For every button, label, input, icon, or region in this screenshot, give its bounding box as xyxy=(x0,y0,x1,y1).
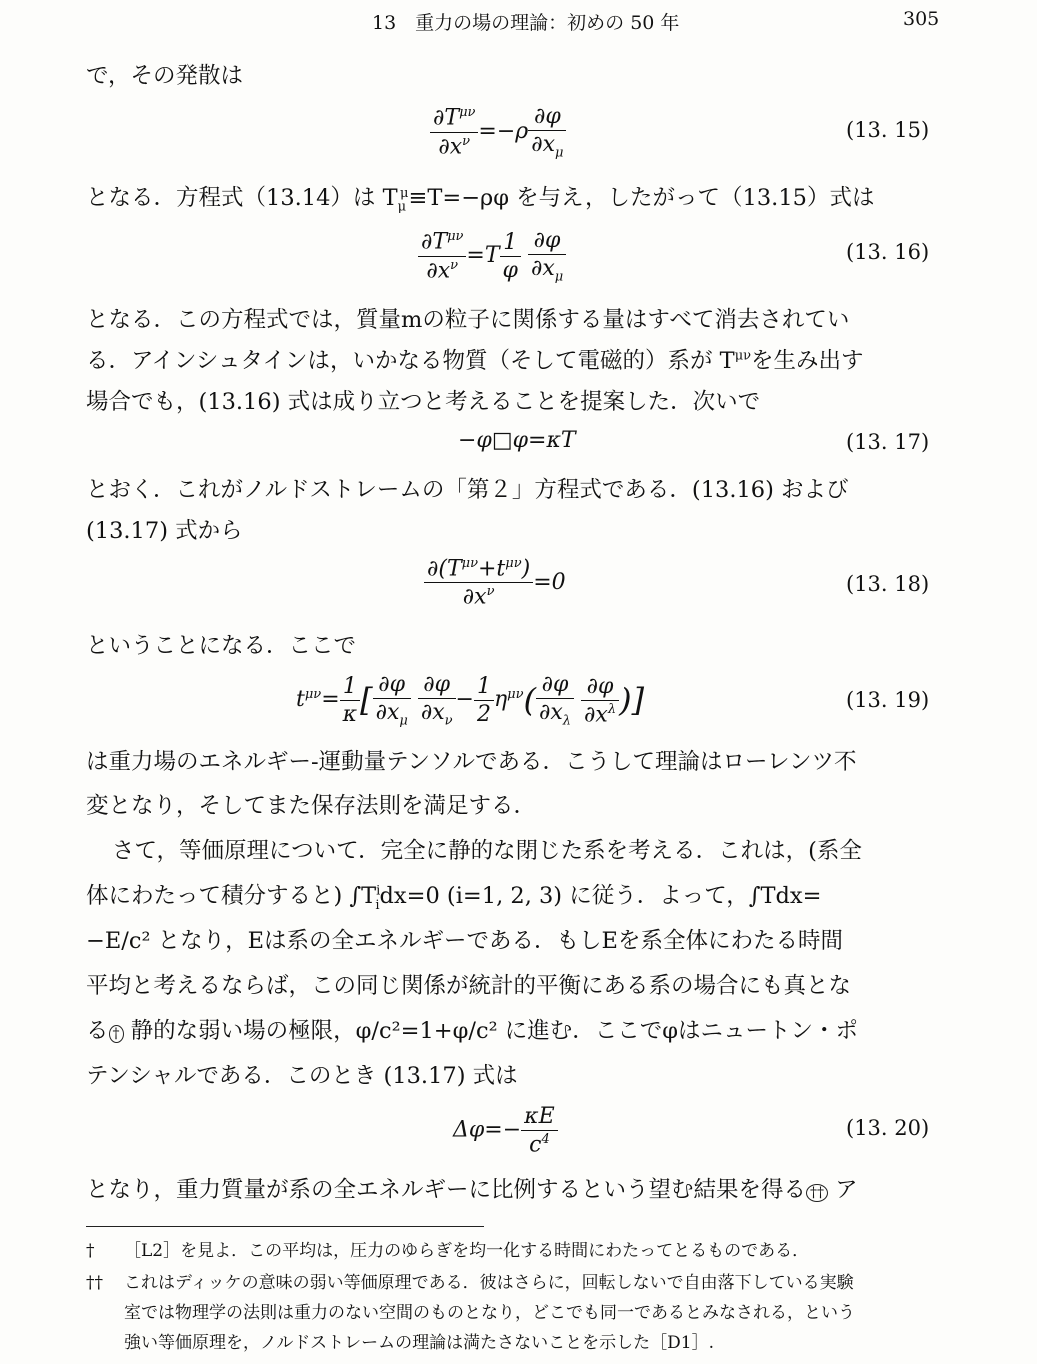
text-line: テンシャルである．このとき (13.17) 式は xyxy=(86,1063,518,1089)
equation-13-16: $\frac{\partial T^{\mu\nu}}{\partial x^\nu}$ =T $\frac{1}{\varphi}$ $\frac{\partial\varphi}{\partial x_\mu}$ xyxy=(418,228,566,284)
equation-number: (13. 17) xyxy=(846,430,930,454)
text-line: 平均と考えるならば，この同じ関係が統計的平衡にある系の場合にも真とな xyxy=(86,973,852,999)
text-line: 変となり，そしてまた保存法則を満足する． xyxy=(86,793,537,819)
footnote-rule xyxy=(86,1226,484,1227)
text-line: で，その発散は xyxy=(86,63,244,89)
chapter-title: 13 重力の場の理論：初めの 50 年 xyxy=(372,12,680,34)
equation-number: (13. 18) xyxy=(846,572,930,596)
text-line: となる．方程式（13.14）は $T_\mu^\mu\equiv T=-\rho\varphi$ を与え，したがって（13.15）式は xyxy=(86,185,875,215)
equation-13-17: −φ□φ=κT xyxy=(458,428,576,453)
text-line: となり，重力質量が系の全エネルギーに比例するという望む結果を得る †† ア xyxy=(86,1177,858,1203)
equation-13-15: $\frac{\partial T^{\mu\nu}}{\partial x^\nu}$ =−ρ $\frac{\partial\varphi}{\partial x_\mu}$ xyxy=(430,104,566,160)
equation-13-18: $\frac{\partial(T^{\mu\nu}+t^{\mu\nu})}{\partial x^\nu}$ =0 xyxy=(424,556,566,610)
equation-number: (13. 16) xyxy=(846,240,930,264)
text-line: 体にわたって積分すると) $\int T^i_idx=0$ (i=1, 2, 3) に従う．よって，∫Tdx= xyxy=(86,883,822,913)
equation-13-19: $t^{\mu\nu}=$ $\frac{1}{\kappa}$ [ $\frac{\partial\varphi}{\partial x_\mu}$ $\frac{\partial\varphi}{\partial x_\nu}$ − $\frac{1}{2}$ $\eta^{\mu\nu}$( $\frac{\partial\varphi}{\partial x_\lambda}$ $\frac{\partial\varphi}{\partial x^\lambda}$ )] xyxy=(296,672,645,729)
text-line: は重力場のエネルギー-運動量テンソルである．こうして理論はローレンツ不 xyxy=(86,749,857,775)
footnote-1: † ［L2］を見よ．この平均は，圧力のゆらぎを均一化する時間にわたってとるものである． xyxy=(86,1241,810,1261)
text-line: とおく．これがノルドストレームの「第２」方程式である．(13.16) および xyxy=(86,477,849,503)
text-line: となる．この方程式では，質量mの粒子に関係する量はすべて消去されてい xyxy=(86,307,850,333)
footnote-ref-ddagger: †† xyxy=(806,1184,828,1202)
text-line: ということになる．ここで xyxy=(86,633,357,659)
text-line: る † 静的な弱い場の極限，φ/c²=1+φ/c² に進む．ここでφはニュートン・ポ xyxy=(86,1018,859,1044)
footnote-2: †† これはディッケの意味の弱い等価原理である．彼はさらに，回転しないで自由落下している実験 xyxy=(86,1273,854,1293)
equation-number: (13. 20) xyxy=(846,1116,930,1140)
equation-13-20: Δφ=− $\frac{\kappa E}{c^4}$ xyxy=(453,1104,558,1157)
text-line: る．アインシュタインは，いかなる物質（そして電磁的）系が $T^{\mu\nu}$を生み出す xyxy=(86,348,864,374)
footnote-2-cont: 室では物理学の法則は重力のない空間のものとなり，どこでも同一であるとみなされる，という xyxy=(124,1303,855,1323)
equation-number: (13. 19) xyxy=(846,688,930,712)
equation-number: (13. 15) xyxy=(846,118,930,142)
text-line: さて，等価原理について．完全に静的な閉じた系を考える．これは，(系全 xyxy=(112,838,862,864)
running-header xyxy=(0,8,1037,38)
page-number: 305 xyxy=(903,8,940,30)
text-line: 場合でも，(13.16) 式は成り立つと考えることを提案した．次いで xyxy=(86,389,761,415)
footnote-2-cont: 強い等価原理を，ノルドストレームの理論は満たさないことを示した［D1］. xyxy=(124,1333,714,1353)
text-line: (13.17) 式から xyxy=(86,518,243,544)
fraction: $\frac{\partial T^{\mu\nu}}{\partial x^\nu}$ xyxy=(430,105,478,159)
fraction: $\frac{\partial\varphi}{\partial x_\mu}$ xyxy=(528,104,566,160)
footnote-ref-dagger: † xyxy=(109,1025,124,1043)
text-line: −E/c² となり，Eは系の全エネルギーである．もしEを系全体にわたる時間 xyxy=(86,928,843,954)
